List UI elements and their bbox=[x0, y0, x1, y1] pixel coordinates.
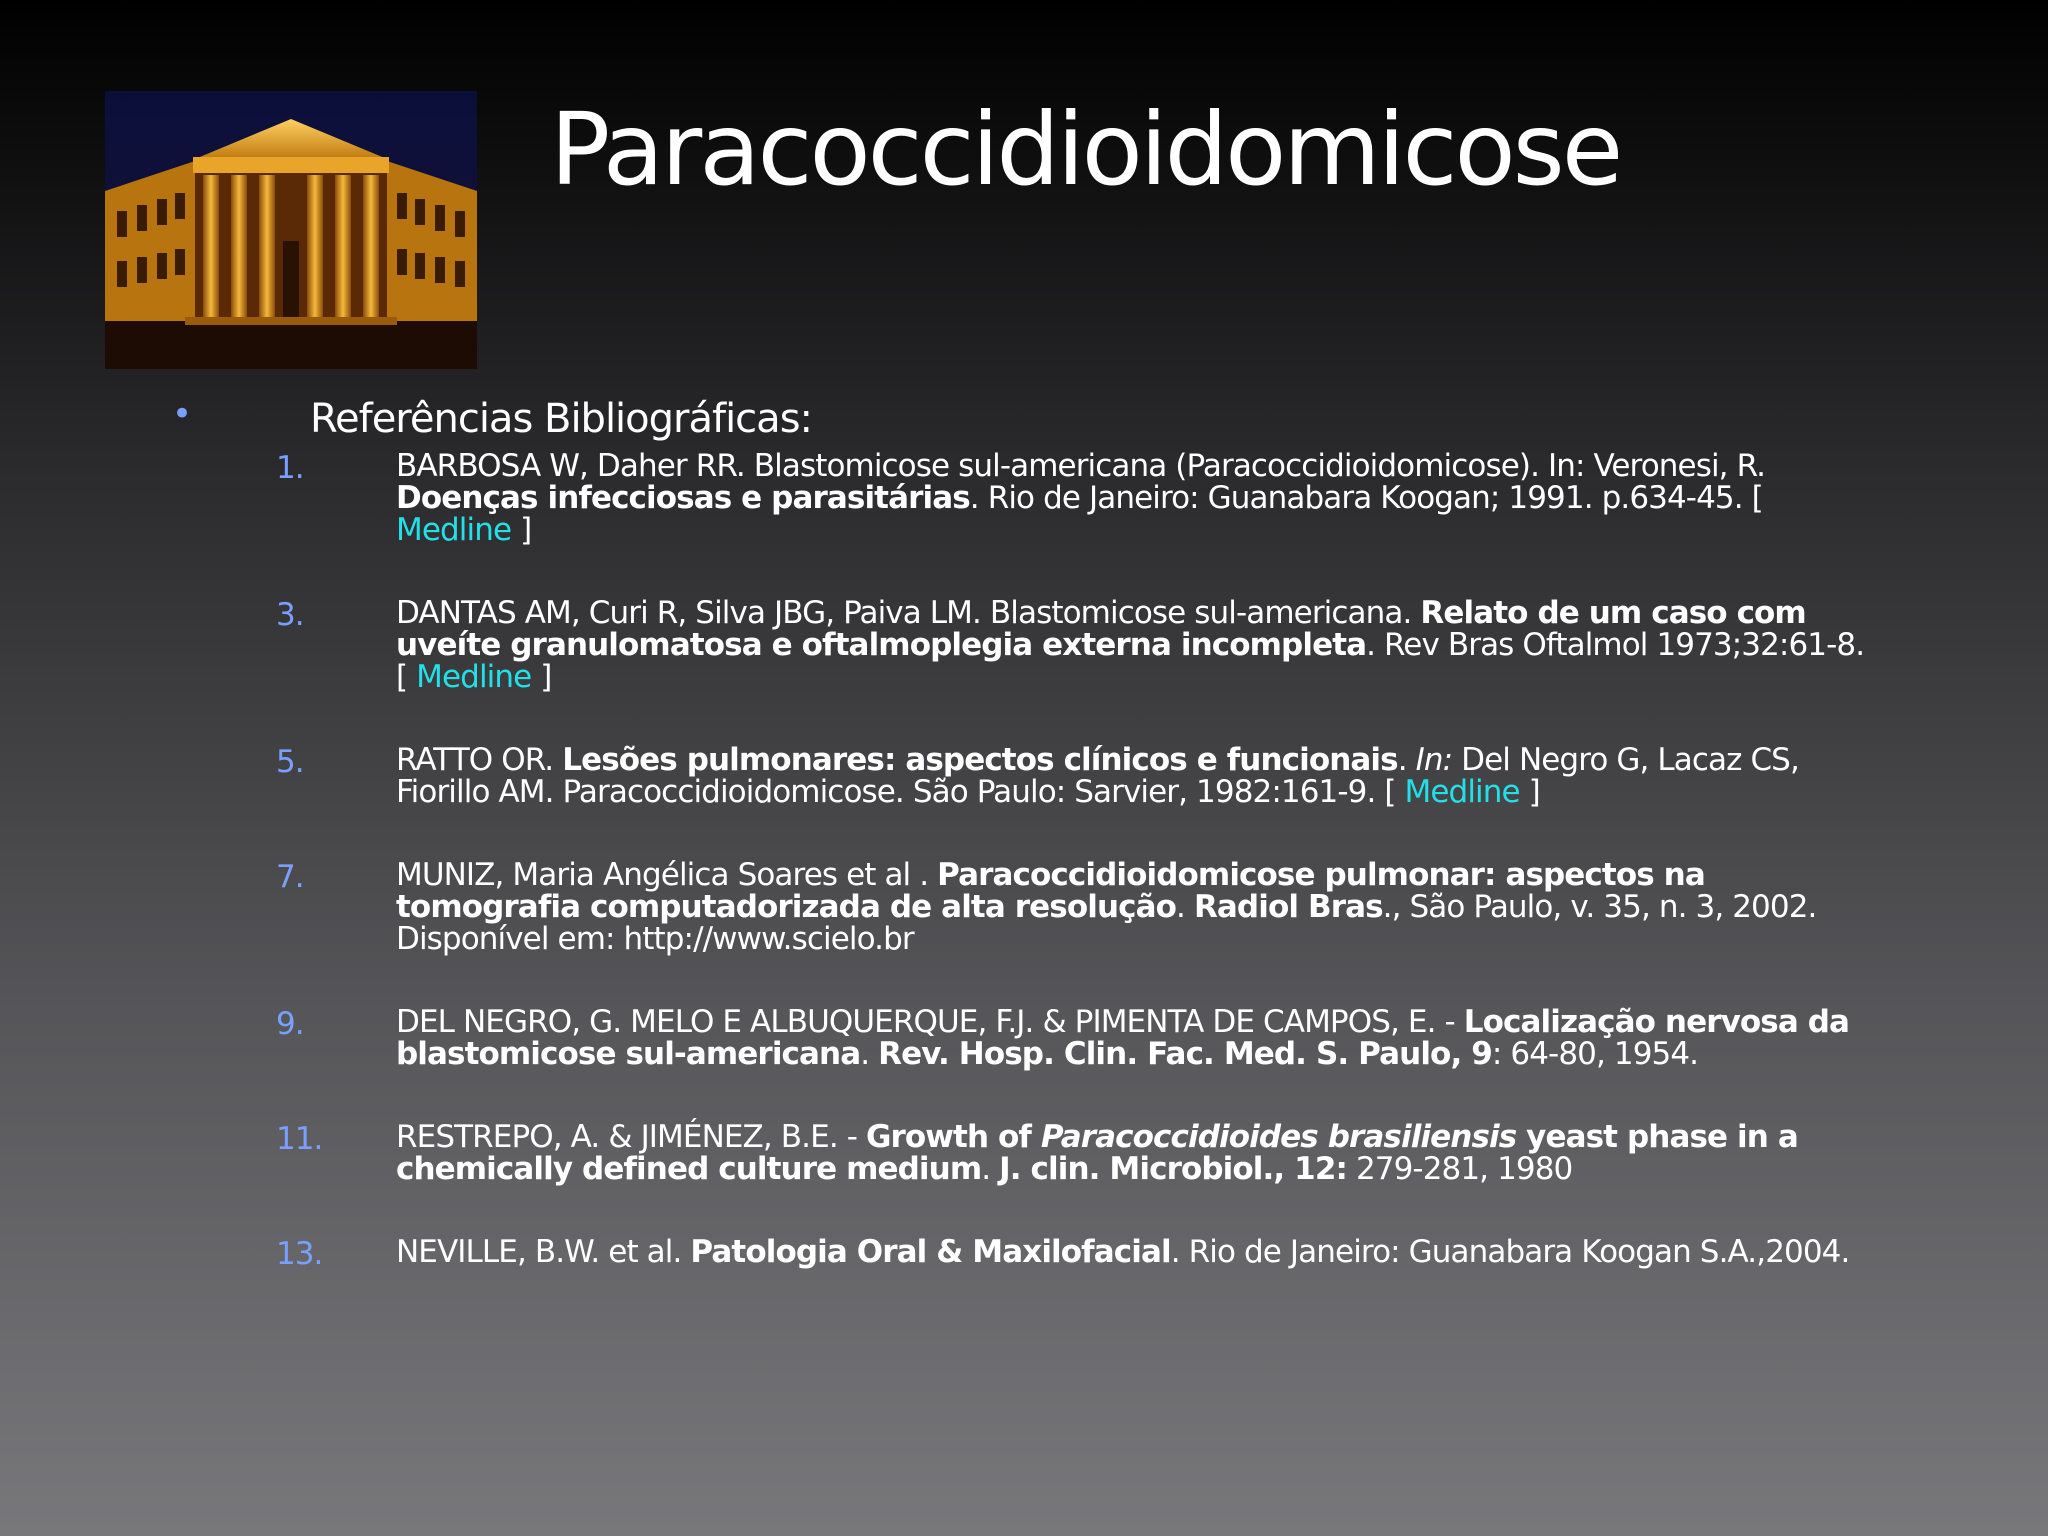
reference-bold: Lesões pulmonares: aspectos clínicos e funcionais bbox=[562, 742, 1398, 778]
reference-span: . bbox=[981, 1151, 1000, 1187]
reference-bold bbox=[1041, 1119, 1516, 1155]
reference-bold: Radiol Bras bbox=[1193, 889, 1383, 925]
reference-bold: Doenças infecciosas e parasitárias bbox=[396, 480, 970, 516]
reference-number: 9. bbox=[276, 1006, 304, 1042]
reference-span: . Rio de Janeiro: Guanabara Koogan; 1991. p.634-45. [ bbox=[969, 480, 1763, 516]
reference-text bbox=[396, 744, 1866, 808]
reference-span: 279-281, 1980 bbox=[1346, 1151, 1573, 1187]
building-photo bbox=[105, 91, 477, 369]
reference-span: . Rev Bras Oftalmol 1973;32:61-8. [ bbox=[396, 627, 1865, 695]
reference-number: 7. bbox=[276, 859, 304, 895]
reference-span: RATTO OR. bbox=[396, 742, 563, 778]
reference-span: . bbox=[1176, 889, 1194, 925]
reference-span: ] bbox=[1519, 774, 1540, 810]
reference-italic: In: bbox=[1415, 742, 1453, 778]
reference-bold: J. clin. Microbiol., 12: bbox=[999, 1151, 1347, 1187]
reference-span: DANTAS AM, Curi R, Silva JBG, Paiva LM. Blastomicose sul-americana. bbox=[396, 595, 1421, 631]
reference-number: 1. bbox=[276, 450, 304, 486]
reference-span: . Rio de Janeiro: Guanabara Koogan S.A.,2004. bbox=[1170, 1234, 1850, 1270]
medline-link[interactable]: Medline bbox=[416, 659, 532, 695]
reference-bold: Rev. Hosp. Clin. Fac. Med. S. Paulo, 9 bbox=[878, 1036, 1492, 1072]
reference-span: DEL NEGRO, G. MELO E ALBUQUERQUE, F.J. & PIMENTA DE CAMPOS, E. - bbox=[396, 1004, 1464, 1040]
reference-text bbox=[396, 1006, 1866, 1070]
reference-span: ] bbox=[531, 659, 552, 695]
slide-title: Paracoccidioidomicose bbox=[550, 91, 1621, 208]
reference-span: RESTREPO, A. & JIMÉNEZ, B.E. - bbox=[396, 1119, 866, 1155]
reference-bold: yeast phase in a chemically defined culture medium bbox=[396, 1119, 1798, 1187]
references-heading: Referências Bibliográficas: bbox=[310, 396, 813, 442]
bullet-icon: • bbox=[172, 394, 193, 434]
reference-text bbox=[396, 597, 1866, 693]
reference-span: Del Negro G, Lacaz CS, Fiorillo AM. Paracoccidioidomicose. São Paulo: Sarvier, 1982:161-9. [ bbox=[396, 742, 1799, 810]
reference-span: BARBOSA W, Daher RR. Blastomicose sul-americana (Paracoccidioidomicose). In: Veronesi, R. bbox=[396, 448, 1766, 484]
reference-span: : 64-80, 1954. bbox=[1491, 1036, 1699, 1072]
reference-span: NEVILLE, B.W. et al. bbox=[396, 1234, 691, 1270]
reference-number: 5. bbox=[276, 744, 304, 780]
reference-bold: Relato de um caso com uveíte granulomatosa e oftalmoplegia externa incompleta bbox=[396, 595, 1806, 663]
reference-span: . bbox=[1397, 742, 1416, 778]
reference-text bbox=[396, 450, 1866, 546]
reference-text bbox=[396, 1236, 1866, 1268]
reference-span: MUNIZ, Maria Angélica Soares et al . bbox=[396, 857, 938, 893]
reference-number: 11. bbox=[276, 1121, 323, 1157]
reference-span: ] bbox=[511, 512, 532, 548]
reference-bold: Localização nervosa da blastomicose sul-americana bbox=[396, 1004, 1850, 1072]
reference-text bbox=[396, 1121, 1866, 1185]
reference-bold: Patologia Oral & Maxilofacial bbox=[690, 1234, 1171, 1270]
reference-italic: Paracoccidioides brasiliensis bbox=[1040, 1119, 1517, 1155]
reference-span: ., São Paulo, v. 35, n. 3, 2002. Disponível em: http://www.scielo.br bbox=[396, 889, 1817, 957]
medline-link[interactable]: Medline bbox=[1404, 774, 1520, 810]
reference-span: . bbox=[860, 1036, 879, 1072]
reference-number: 13. bbox=[276, 1236, 323, 1272]
reference-number: 3. bbox=[276, 597, 304, 633]
reference-text bbox=[396, 859, 1866, 955]
reference-bold: Growth of bbox=[865, 1119, 1041, 1155]
reference-bold: Paracoccidioidomicose pulmonar: aspectos na tomografia computadorizada de alta resolução bbox=[396, 857, 1705, 925]
medline-link[interactable]: Medline bbox=[396, 512, 512, 548]
